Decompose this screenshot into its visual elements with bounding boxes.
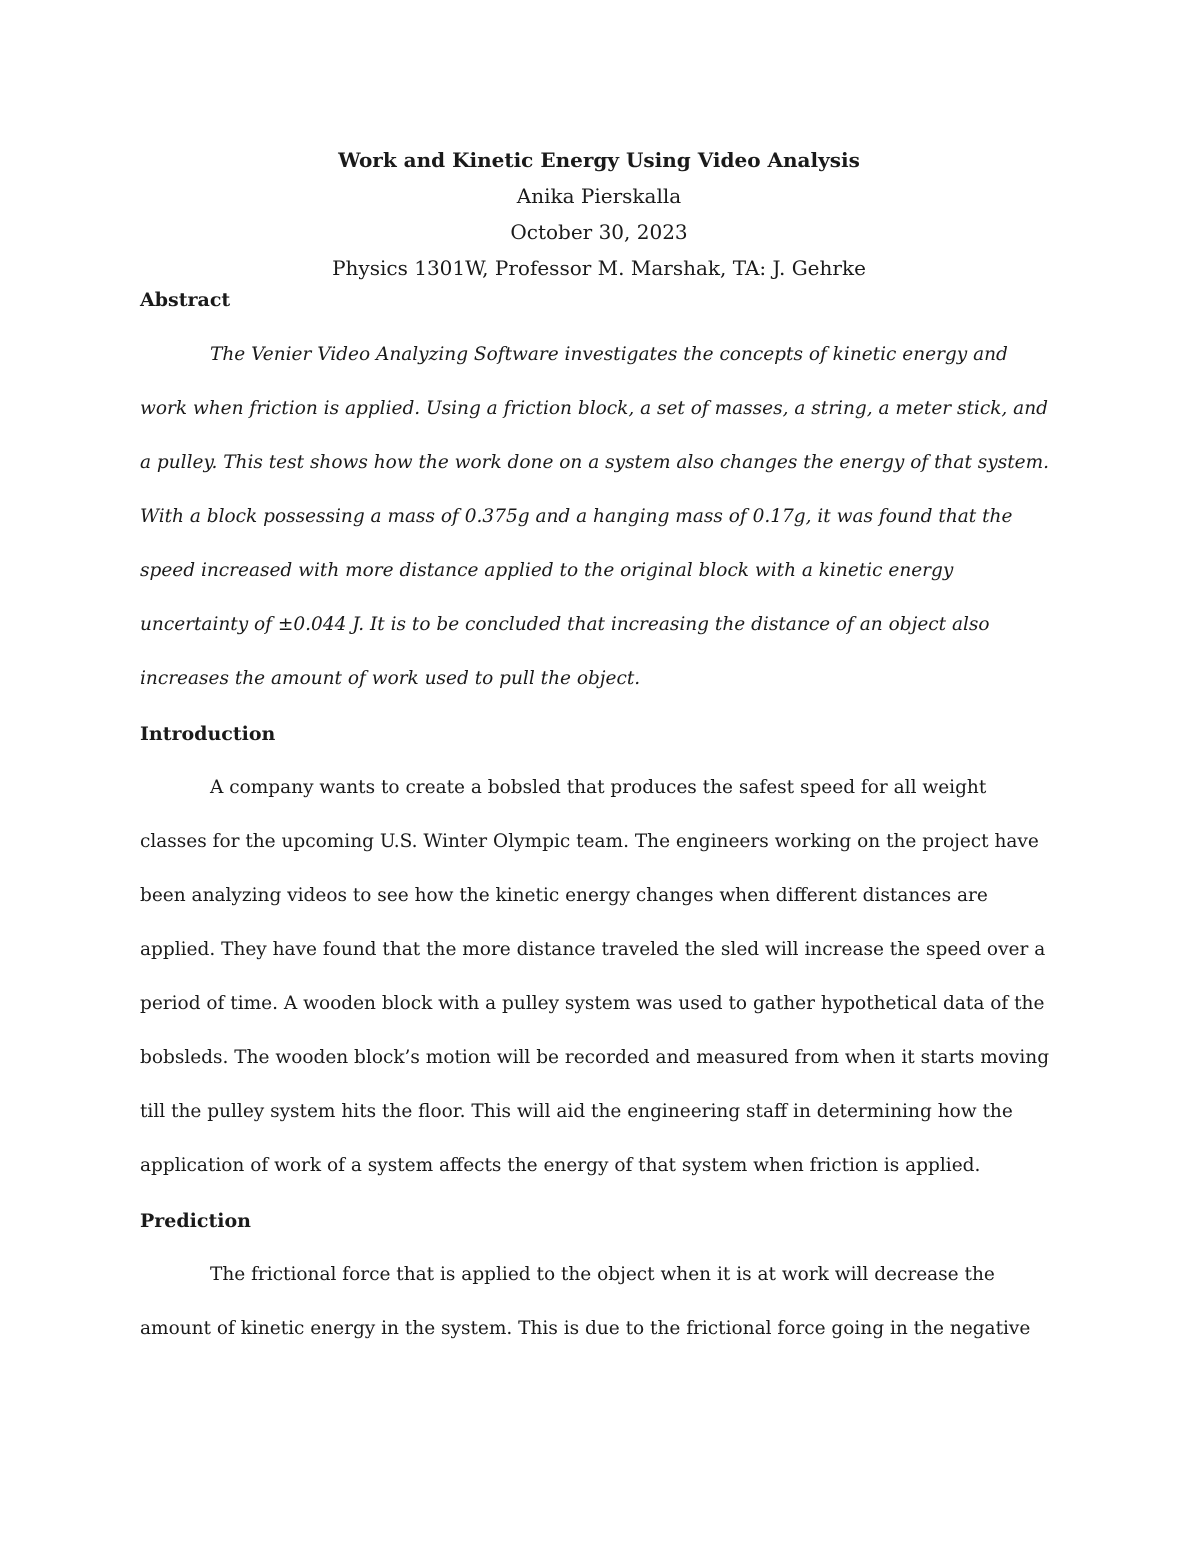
author-name: Anika Pierskalla — [516, 184, 682, 208]
abstract-heading: Abstract — [140, 289, 231, 311]
abstract-paragraph: The Venier Video Analyzing Software investigates the concepts of kinetic energy and work when friction is applied. Using a friction block, a set of masses, a string, a meter stick, and a pulley. This test shows how the work done on a system also changes the energy of that system. With a block possessing a mass of 0.375g and a hanging mass of 0.17g, it was found that the speed increased with more distance applied to the original block with a kinetic energy uncertainty of ±0.044 J. It is to be concluded that increasing the distance of an object also increases the amount of work used to pull the object. — [140, 344, 1050, 689]
introduction-heading: Introduction — [140, 723, 276, 745]
title-block — [140, 142, 1058, 286]
course-info: Physics 1301W, Professor M. Marshak, TA: J. Gehrke — [332, 256, 866, 280]
document-date: October 30, 2023 — [510, 220, 688, 244]
prediction-paragraph: The frictional force that is applied to the object when it is at work will decrease the amount of kinetic energy in the system. This is due to the frictional force going in the negative — [140, 1264, 1031, 1339]
introduction-paragraph: A company wants to create a bobsled that produces the safest speed for all weight classes for the upcoming U.S. Winter Olympic team. The engineers working on the project have been analyzing videos to see how the kinetic energy changes when different distances are applied. They have found that the more distance traveled the sled will increase the speed over a period of time. A wooden block with a pulley system was used to gather hypothetical data of the bobsleds. The wooden block’s motion will be recorded and measured from when it starts moving till the pulley system hits the floor. This will aid the engineering staff in determining how the application of work of a system affects the energy of that system when friction is applied. — [140, 777, 1050, 1176]
prediction-heading: Prediction — [140, 1210, 251, 1232]
document-title: Work and Kinetic Energy Using Video Analysis — [338, 148, 860, 172]
